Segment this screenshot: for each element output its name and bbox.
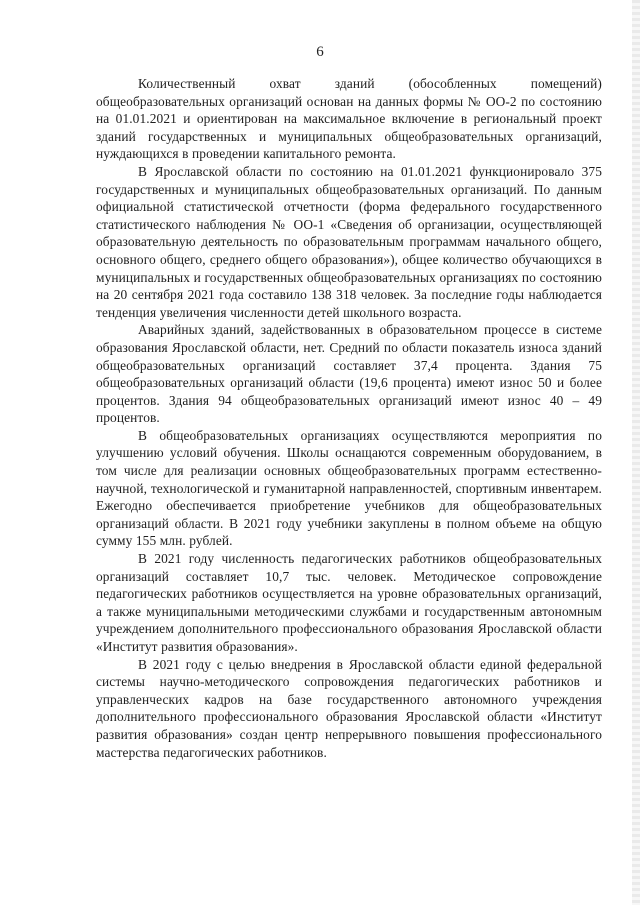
paragraph-professional-center: В 2021 году с целью внедрения в Ярославской области единой федеральной системы научно-методического сопровождения педагогических работников и управленческих кадров на базе государственного автономного учреждения дополнительного профессионального образования Ярославской области «Институт развития образования» создан центр непрерывного повышения профессионального мастерства педагогических работников. [96, 656, 602, 760]
page-number: 6 [316, 44, 324, 60]
scan-edge-artifact [632, 0, 640, 905]
body-text [96, 75, 602, 761]
paragraph-learning-conditions: В общеобразовательных организациях осуществляются мероприятия по улучшению условий обучения. Школы оснащаются современным оборудованием, в том числе для реализации основных общеобразовательных программ естественно-научной, технологической и гуманитарной направленностей, спортивным инвентарем. Ежегодно обеспечивается приобретение учебников для общеобразовательных организаций области. В 2021 году учебники закуплены в полном объеме на общую сумму 155 млн. рублей. [96, 427, 602, 549]
paragraph-schools-count: В Ярославской области по состоянию на 01.01.2021 функционировало 375 государственных и муниципальных общеобразовательных организаций. По данным официальной статистической отчетности (форма федерального государственного статистического наблюдения № ОО-1 «Сведения об организации, осуществляющей образовательную деятельность по образовательным программам начального общего, основного общего, среднего общего образования»), общее количество обучающихся в муниципальных и государственных общеобразовательных организациях по состоянию на 20 сентября 2021 года составило 138 318 человек. За последние годы наблюдается тенденция увеличения численности детей школьного возраста. [96, 163, 602, 320]
paragraph-teaching-staff: В 2021 году численность педагогических работников общеобразовательных организаций составляет 10,7 тыс. человек. Методическое сопровождение педагогических работников осуществляется на уровне образовательных организаций, а также муниципальными методическими службами и государственным автономным учреждением дополнительного профессионального образования Ярославской области «Институт развития образования». [96, 551, 602, 654]
paragraph-building-coverage: Количественный охват зданий (обособленных помещений) общеобразовательных организаций основан на данных формы № ОО-2 по состоянию на 01.01.2021 и ориентирован на максимальное включение в региональный проект зданий государственных и муниципальных общеобразовательных организаций, нуждающихся в проведении капитального ремонта. [96, 76, 602, 162]
paragraph-building-wear: Аварийных зданий, задействованных в образовательном процессе в системе образования Ярославской области, нет. Средний по области показатель износа зданий общеобразовательных организаций составляет 37,4 процента. Здания 75 общеобразовательных организаций области (19,6 процента) имеют износ 50 и более процентов. Здания 94 общеобразовательных организаций имеют износ 40 – 49 процентов. [96, 322, 602, 426]
